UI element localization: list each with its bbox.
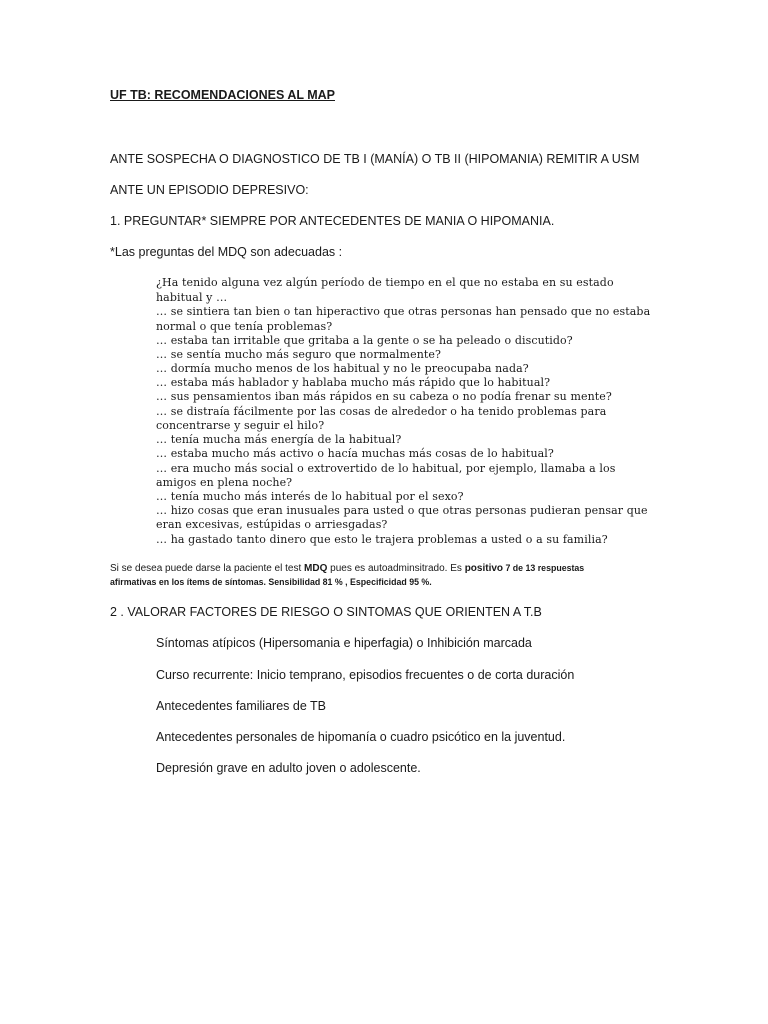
mdq-question-line: … sus pensamientos iban más rápidos en su cabeza o no podía frenar su mente?: [156, 390, 612, 403]
mdq-question-line: … estaba mucho más activo o hacía muchas más cosas de lo habitual?: [156, 447, 554, 460]
document-title: UF TB: RECOMENDACIONES AL MAP: [110, 88, 335, 102]
mdq-question-line: concentrarse y seguir el hilo?: [156, 419, 325, 432]
paragraph-episodio: ANTE UN EPISODIO DEPRESIVO:: [110, 183, 309, 197]
risk-factor-item: Antecedentes personales de hipomanía o cuadro psicótico en la juventud.: [156, 730, 566, 744]
mdq-question-line: … estaba tan irritable que gritaba a la gente o se ha peleado o discutido?: [156, 334, 573, 347]
mdq-question-line: … ha gastado tanto dinero que esto le trajera problemas a usted o a su familia?: [156, 533, 608, 546]
mdq-question-line: habitual y …: [156, 291, 228, 304]
mdq-note: [110, 563, 584, 574]
mdq-question-line: … hizo cosas que eran inusuales para usted o que otras personas pudieran pensar que: [156, 504, 648, 517]
mdq-question-line: … era mucho más social o extrovertido de lo habitual, por ejemplo, llamaba a los: [156, 462, 616, 475]
mdq-question-line: … tenía mucha más energía de la habitual?: [156, 433, 402, 446]
mdq-question-line: … se distraía fácilmente por las cosas de alrededor o ha tenido problemas para: [156, 405, 607, 418]
mdq-question-line: normal o que tenía problemas?: [156, 320, 333, 333]
risk-factor-item: Depresión grave en adulto joven o adolescente.: [156, 761, 421, 775]
mdq-intro: *Las preguntas del MDQ son adecuadas :: [110, 245, 343, 259]
risk-factor-item: Curso recurrente: Inicio temprano, episodios frecuentes o de corta duración: [156, 668, 575, 682]
paragraph-remitir: ANTE SOSPECHA O DIAGNOSTICO DE TB I (MANÍA) O TB II (HIPOMANIA) REMITIR A USM: [110, 152, 640, 166]
mdq-note-line2: afirmativas en los ítems de síntomas. Sensibilidad 81 % , Especificidad 95 %.: [110, 577, 432, 587]
section-1-heading: 1. PREGUNTAR* SIEMPRE POR ANTECEDENTES DE MANIA O HIPOMANIA.: [110, 214, 555, 228]
mdq-question-line: … se sentía mucho más seguro que normalmente?: [156, 348, 442, 361]
mdq-question-line: ¿Ha tenido alguna vez algún período de tiempo en el que no estaba en su estado: [156, 276, 614, 289]
note-positivo: positivo: [464, 563, 504, 574]
note-criterion: 7 de 13 respuestas: [503, 563, 585, 573]
section-2-heading: 2 . VALORAR FACTORES DE RIESGO O SINTOMAS QUE ORIENTEN A T.B: [110, 605, 542, 619]
note-text: Si se desea puede darse la paciente el test: [110, 563, 305, 574]
mdq-question-line: … se sintiera tan bien o tan hiperactivo que otras personas han pensado que no estaba: [156, 305, 651, 318]
note-mdq: MDQ: [304, 563, 328, 574]
mdq-question-line: amigos en plena noche?: [156, 476, 293, 489]
note-text: pues es autoadminsitrado. Es: [327, 563, 465, 574]
mdq-question-line: … estaba más hablador y hablaba mucho más rápido que lo habitual?: [156, 376, 551, 389]
risk-factor-item: Antecedentes familiares de TB: [156, 699, 327, 713]
mdq-question-line: … tenía mucho más interés de lo habitual por el sexo?: [156, 490, 464, 503]
mdq-question-line: eran excesivas, estúpidas o arriesgadas?: [156, 518, 388, 531]
mdq-question-line: … dormía mucho menos de los habitual y no le preocupaba nada?: [156, 362, 529, 375]
risk-factor-item: Síntomas atípicos (Hipersomania e hiperfagia) o Inhibición marcada: [156, 636, 532, 650]
